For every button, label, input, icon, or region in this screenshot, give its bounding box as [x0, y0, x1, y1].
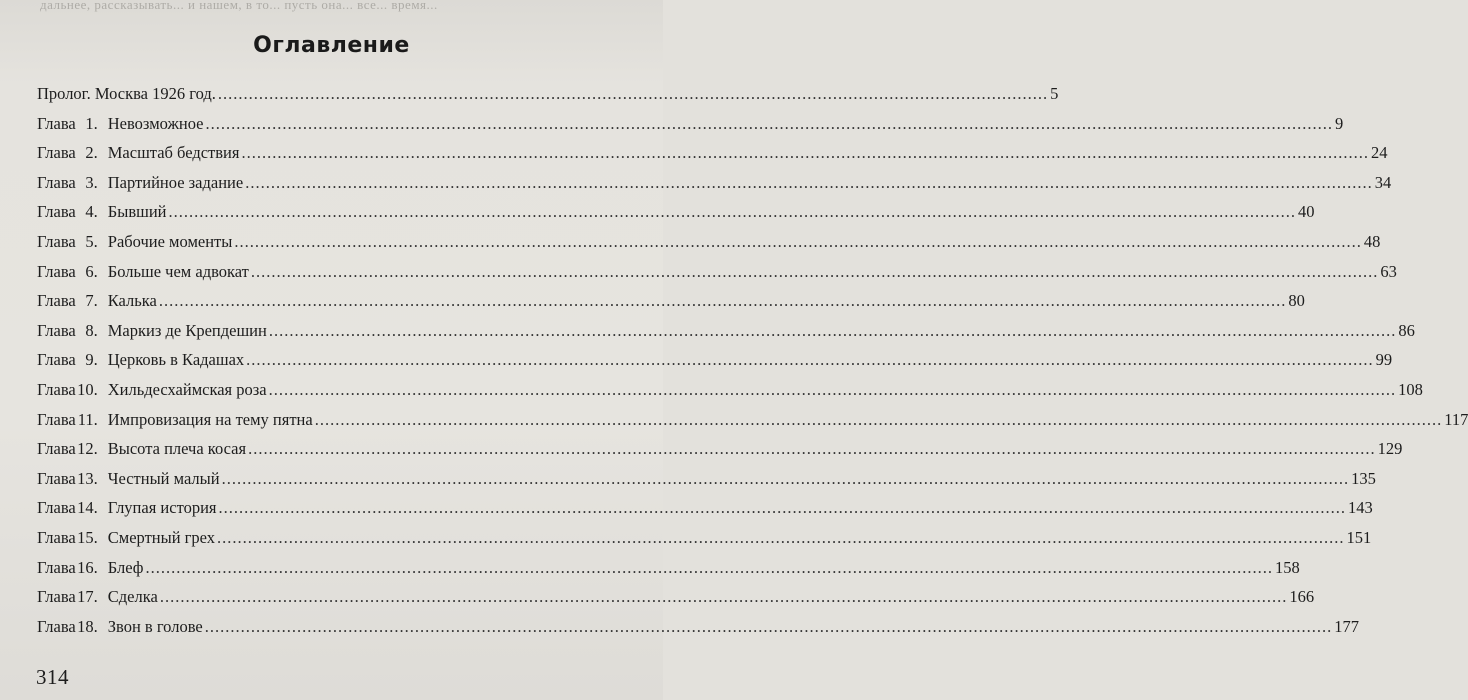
chapter-prefix — [37, 350, 108, 370]
toc-entry-title: Калька — [107, 291, 157, 311]
chapter-prefix — [37, 617, 108, 637]
toc-entry-page: 129 — [1377, 439, 1403, 459]
dot-leader: ............................................................................................................................................................................................................................ — [168, 202, 1296, 222]
chapter-number: 13. — [77, 468, 98, 488]
chapter-prefix — [37, 439, 108, 459]
toc-entry — [37, 202, 1315, 232]
page-number: 314 — [36, 665, 69, 689]
toc-entry-page: 48 — [1363, 231, 1381, 251]
chapter-word: Глава — [37, 231, 76, 251]
toc-entry — [37, 527, 1372, 558]
chapter-word: Глава — [37, 557, 76, 577]
toc-entry-page: 117 — [1444, 409, 1468, 429]
toc-entry — [37, 172, 1392, 203]
chapter-word: Глава — [37, 498, 76, 518]
dot-leader: ............................................................................................................................................................................................................................ — [159, 587, 1288, 607]
toc-entry-page: 63 — [1380, 261, 1397, 281]
toc-entry — [37, 587, 1315, 617]
toc-entry-page: 108 — [1398, 379, 1423, 399]
chapter-prefix — [37, 321, 108, 341]
dot-leader: ............................................................................................................................................................................................................................ — [268, 379, 1397, 399]
dot-leader: ............................................................................................................................................................................................................................ — [246, 350, 1374, 370]
toc-entry-page: 143 — [1347, 498, 1373, 518]
chapter-number: 5. — [85, 231, 98, 251]
dot-leader: ............................................................................................................................................................................................................................ — [314, 409, 1443, 429]
toc-entry-title: Импровизация на тему пятна — [107, 409, 313, 429]
toc-entry-title: Невозможное — [107, 113, 204, 133]
chapter-number: 12. — [77, 439, 98, 459]
toc-entry-title: Сделка — [107, 587, 158, 607]
dot-leader: ............................................................................................................................................................................................................................ — [248, 439, 1376, 459]
toc-entry-page: 5 — [1050, 84, 1059, 103]
chapter-prefix — [37, 232, 108, 252]
chapter-number: 16. — [77, 557, 98, 577]
toc-entry-title: Высота плеча косая — [107, 439, 247, 459]
toc-entry-title: Хильдесхаймская роза — [107, 379, 267, 399]
chapter-prefix — [37, 528, 108, 548]
toc-entry-page: 158 — [1274, 557, 1300, 577]
toc-entry-title: Маркиз де Крепдешин — [107, 320, 267, 340]
chapter-word: Глава — [37, 113, 76, 133]
dot-leader: ............................................................................................................................................................................................................................ — [234, 231, 1362, 251]
chapter-word: Глава — [37, 439, 76, 459]
chapter-number: 1. — [85, 113, 98, 133]
toc-entry-page: 80 — [1288, 291, 1305, 311]
chapter-prefix — [37, 469, 108, 489]
chapter-number: 11. — [77, 409, 98, 429]
chapter-prefix — [37, 143, 108, 163]
chapter-word: Глава — [37, 320, 76, 340]
chapter-word: Глава — [37, 261, 76, 281]
chapter-word: Глава — [37, 350, 76, 370]
toc-entry — [37, 409, 1468, 440]
toc-entry — [37, 231, 1381, 262]
chapter-number: 4. — [85, 202, 98, 222]
dot-leader: ............................................................................................................................................................................................................................ — [204, 616, 1333, 636]
chapter-prefix — [37, 558, 108, 578]
chapter-number: 2. — [85, 143, 98, 163]
toc-entry — [37, 379, 1423, 410]
toc-entry-title: Блеф — [107, 557, 144, 577]
chapter-word: Глава — [37, 291, 76, 311]
chapter-word: Глава — [37, 587, 76, 607]
chapter-prefix — [37, 291, 108, 311]
chapter-prefix — [37, 498, 108, 518]
toc-entry-title: Масштаб бедствия — [107, 143, 240, 163]
chapter-prefix — [37, 587, 108, 607]
toc-entry-title: Бывший — [107, 202, 167, 222]
chapter-prefix — [37, 202, 108, 222]
toc-entry — [37, 261, 1397, 292]
toc-entry-title: Церковь в Кадашах — [107, 350, 245, 370]
chapter-number: 7. — [85, 291, 98, 311]
chapter-number: 15. — [77, 527, 98, 547]
chapter-word: Глава — [37, 379, 76, 399]
toc-entry-page: 166 — [1289, 587, 1315, 607]
dot-leader: ............................................................................................................................................................................................................................ — [217, 527, 1345, 547]
toc-entry-title: Смертный грех — [107, 527, 216, 547]
chapter-prefix — [37, 173, 108, 193]
chapter-prefix — [37, 410, 108, 430]
chapter-number: 6. — [85, 261, 98, 281]
toc-entry — [37, 557, 1300, 588]
chapter-word: Глава — [37, 616, 76, 636]
toc-entry — [37, 468, 1376, 499]
dot-leader: ............................................................................................................................................................................................................................ — [145, 557, 1273, 577]
chapter-word: Глава — [37, 468, 76, 488]
dot-leader: ............................................................................................................................................................................................................................ — [221, 468, 1350, 488]
dot-leader: ............................................................................................................................................................................................................................ — [241, 143, 1369, 163]
chapter-word: Глава — [37, 202, 76, 222]
page-title: Оглавление — [253, 33, 410, 58]
toc-entry-prologue — [37, 84, 1059, 114]
toc-entry-page: 151 — [1346, 527, 1372, 547]
toc-entry-page: 24 — [1370, 143, 1388, 163]
toc-entry-page: 40 — [1297, 202, 1315, 222]
chapter-word: Глава — [37, 172, 76, 192]
dot-leader: ............................................................................................................................................................................................................................ — [250, 261, 1379, 281]
dot-leader: ............................................................................................................................................................................................................................ — [245, 172, 1373, 192]
toc-entry — [37, 498, 1373, 528]
toc-entry — [37, 143, 1388, 173]
toc-entry — [37, 439, 1403, 469]
chapter-word: Глава — [37, 409, 76, 429]
toc-entry-title: Звон в голове — [107, 616, 203, 636]
toc-entry-page: 177 — [1334, 616, 1359, 636]
toc-entry-page: 99 — [1375, 350, 1393, 370]
dot-leader: ............................................................................................................................................................................................................................ — [205, 113, 1334, 133]
toc-entry-page: 34 — [1374, 172, 1392, 192]
chapter-prefix — [37, 262, 108, 282]
toc-entry — [37, 350, 1393, 380]
toc-entry — [37, 113, 1344, 144]
bleed-through-text: дальнее, рассказывать... и нашем, в то... пусть она... все... время... — [40, 0, 438, 12]
toc-entry-page: 9 — [1335, 113, 1344, 133]
chapter-word: Глава — [37, 143, 76, 163]
chapter-prefix — [37, 114, 108, 134]
chapter-number: 18. — [77, 616, 98, 636]
chapter-number: 3. — [85, 172, 98, 192]
dot-leader: ............................................................................................................................................................................................................................ — [268, 320, 1397, 340]
toc-entry-title: Глупая история — [107, 498, 217, 518]
chapter-number: 14. — [77, 498, 98, 518]
toc-entry-title: Пролог. Москва 1926 год. — [37, 84, 216, 103]
chapter-number: 10. — [77, 379, 98, 399]
chapter-number: 8. — [85, 320, 98, 340]
dot-leader: ............................................................................................................................................................................................................................ — [158, 291, 1287, 311]
toc-entry-title: Больше чем адвокат — [107, 261, 249, 281]
toc-entry — [37, 291, 1305, 321]
toc-entry-page: 135 — [1351, 468, 1376, 488]
toc-entry — [37, 616, 1359, 647]
dot-leader: ............................................................................................................................................................................................................................ — [218, 498, 1346, 518]
table-of-contents — [37, 84, 1468, 646]
toc-entry-title: Рабочие моменты — [107, 231, 233, 251]
chapter-prefix — [37, 380, 108, 400]
chapter-number: 17. — [77, 587, 98, 607]
toc-entry-title: Честный малый — [107, 468, 220, 488]
dot-leader: .................................................................................................................................................................. — [217, 84, 1049, 103]
toc-entry — [37, 320, 1415, 351]
toc-entry-title: Партийное задание — [107, 172, 244, 192]
chapter-number: 9. — [85, 350, 98, 370]
chapter-word: Глава — [37, 527, 76, 547]
toc-entry-page: 86 — [1398, 320, 1415, 340]
